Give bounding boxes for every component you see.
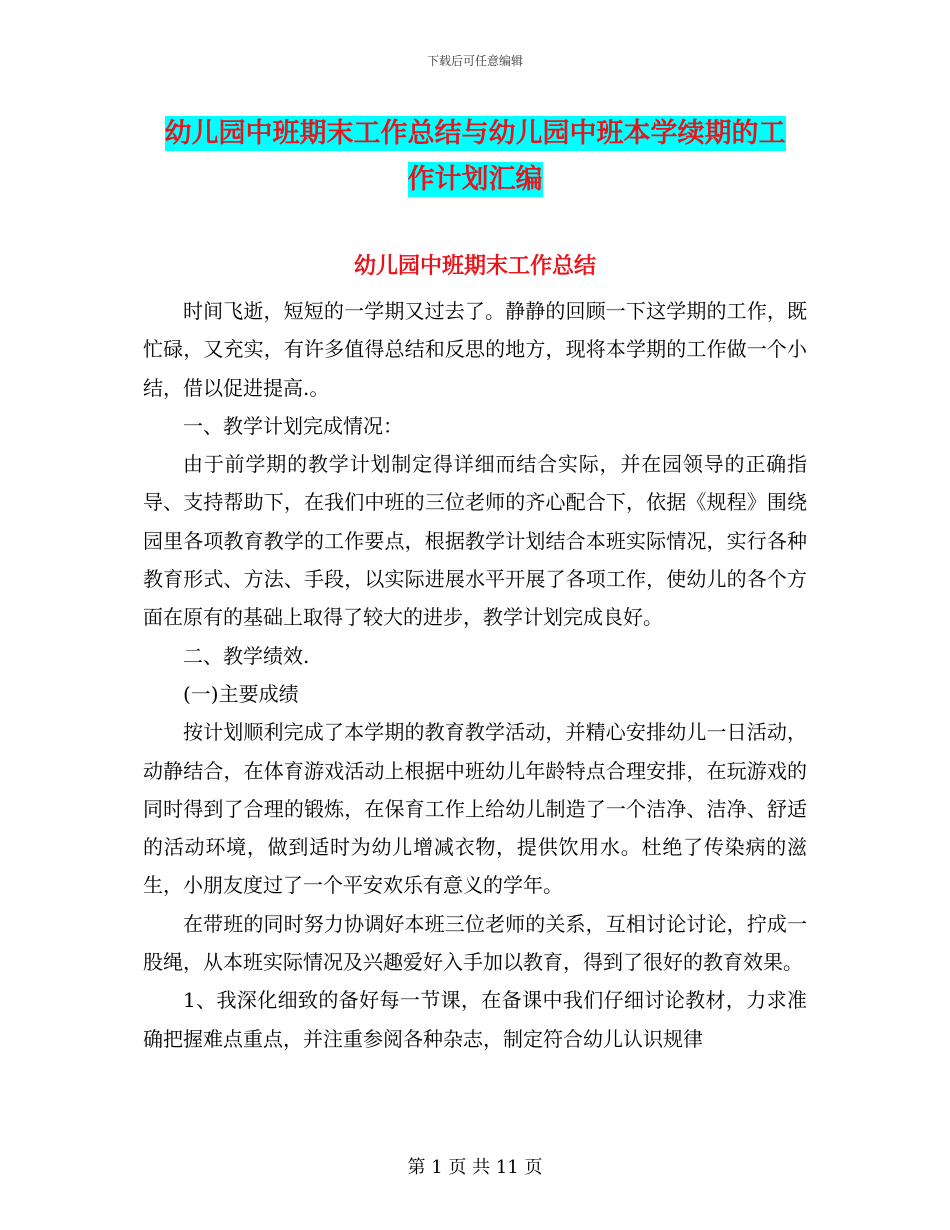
paragraph: 二、教学绩效.: [183, 643, 310, 668]
paragraph: (一)主要成绩: [183, 681, 299, 706]
section-title: 幼儿园中班期末工作总结: [353, 254, 596, 279]
page-number: 第 1 页 共 11 页: [407, 1157, 543, 1178]
paragraph: 一、教学计划完成情况：: [183, 413, 403, 438]
paragraph: 时间飞逝，短短的一学期又过去了。静静的回顾一下这学期的工作，既忙碌，又充实，有许多值得总结和反思的地方，现将本学期的工作做一个小结，借以促进提高.。: [143, 299, 807, 400]
header-note: 下载后可任意编辑: [426, 54, 523, 68]
document-title-line-1: 幼儿园中班期末工作总结与幼儿园中班本学续期的工: [164, 118, 786, 149]
body-text: [143, 292, 807, 1058]
paragraph: 按计划顺利完成了本学期的教育教学活动，并精心安排幼儿一日活动，动静结合，在体育游戏活动上根据中班幼儿年龄特点合理安排，在玩游戏的同时得到了合理的锻炼，在保育工作上给幼儿制造了一个洁净、洁净、舒适的活动环境，做到适时为幼儿增减衣物，提供饮用水。杜绝了传染病的滋生，小朋友度过了一个平安欢乐有意义的学年。: [143, 720, 807, 898]
document-title-line-2: 作计划汇编: [407, 164, 543, 195]
paragraph: 1、我深化细致的备好每一节课，在备课中我们仔细讨论教材，力求准确把握难点重点，并注重参阅各种杂志，制定符合幼儿认识规律: [143, 988, 807, 1051]
paragraph: 由于前学期的教学计划制定得详细而结合实际，并在园领导的正确指导、支持帮助下，在我们中班的三位老师的齐心配合下，依据《规程》围绕园里各项教育教学的工作要点，根据教学计划结合本班实际情况，实行各种教育形式、方法、手段，以实际进展水平开展了各项工作，使幼儿的各个方面在原有的基础上取得了较大的进步，教学计划完成良好。: [143, 452, 807, 630]
paragraph: 在带班的同时努力协调好本班三位老师的关系，互相讨论讨论，拧成一股绳，从本班实际情况及兴趣爱好入手加以教育，得到了很好的教育效果。: [143, 911, 807, 975]
